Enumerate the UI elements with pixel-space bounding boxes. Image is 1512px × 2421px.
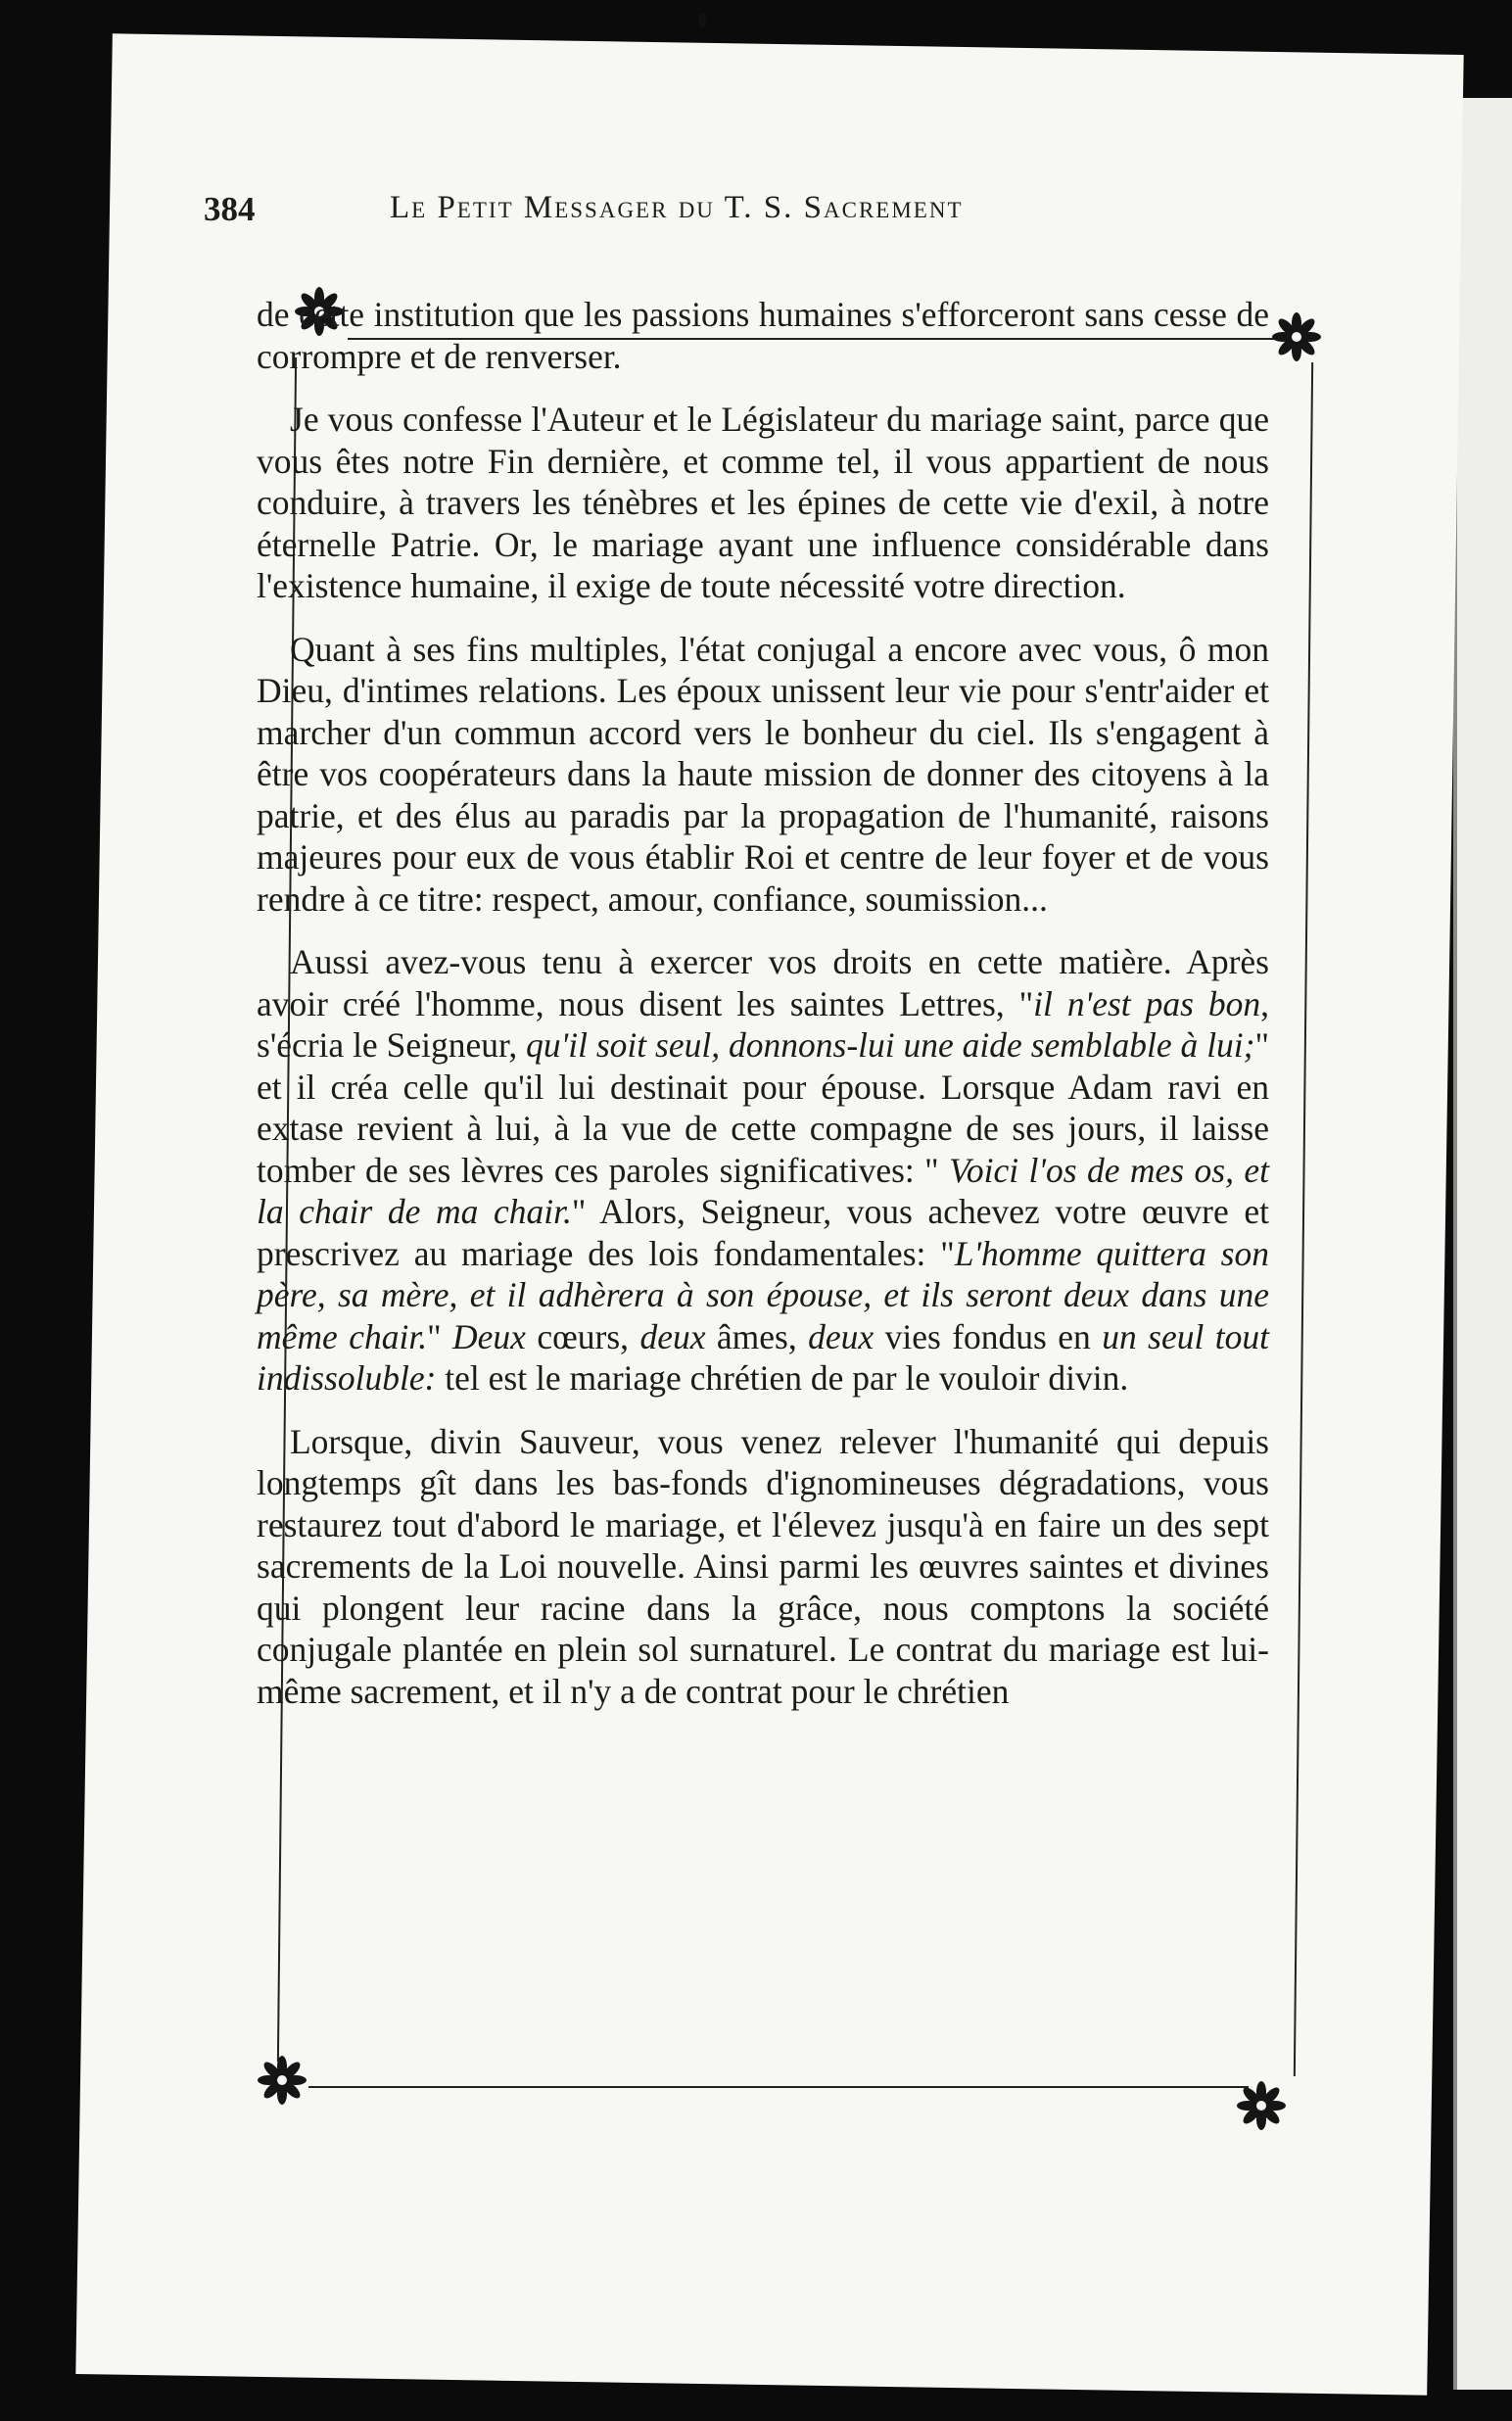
page-number: 384 <box>204 190 256 228</box>
italic-word: deux <box>639 1316 706 1356</box>
text-run: Aussi avez-vous tenu à exercer vos droits en cette matière. Après avoir créé l'homme, nous disent les saintes Lettres, " <box>257 942 1269 1023</box>
italic-word: Deux <box>452 1316 526 1356</box>
text-run: âmes, <box>705 1316 809 1356</box>
italic-quote: il n'est pas bon <box>1033 983 1261 1023</box>
italic-quote: L'homme quittera son père, sa mère, et il adhèrera à son épouse, et ils seront deux dans une même chair. <box>257 1233 1269 1356</box>
running-head <box>204 184 1320 243</box>
paragraph-5: Lorsque, divin Sauveur, vous venez relever l'humanité qui depuis longtemps gît dans les bas-fonds d'ignomineuses dégradations, vous restaurez tout d'abord le mariage, et l'élevez jusqu'à en faire un des sept sacrements de la Loi nouvelle. Ainsi parmi les œuvres saintes et divines qui plongent leur racine dans la grâce, nous comptons la société conjugale plantée en plein sol surnaturel. Le contrat du mariage est lui-même sacrement, et il n'y a de contrat pour le chrétien <box>257 1421 1269 1711</box>
italic-quote: Voici l'os de mes os, et la chair de ma chair. <box>257 1150 1269 1231</box>
text-run: tel est le mariage chrétien de par le vouloir divin. <box>436 1358 1129 1398</box>
italic-quote: qu'il soit seul, donnons-lui une aide semblable à lui; <box>526 1025 1255 1065</box>
paragraph-2: Je vous confesse l'Auteur et le Législateur du mariage saint, parce que vous êtes notre Fin dernière, et comme tel, il vous appartient de nous conduire, à travers les ténèbres et les épines de cette vie d'exil, à notre éternelle Patrie. Or, le mariage ayant une influence considérable dans l'existence humaine, il exige de toute nécessité votre direction. <box>257 400 1269 605</box>
italic-phrase: un seul tout indissoluble: <box>257 1316 1269 1398</box>
journal-title: Le Petit Messager du T. S. Sacrement <box>390 190 964 225</box>
text-run: " Alors, Seigneur, vous achevez votre œuvre et prescrivez au mariage des lois fondamentales: " <box>257 1192 1269 1273</box>
scan-speck <box>698 14 706 27</box>
text-run: , s'écria le Seigneur, <box>257 983 1269 1065</box>
paragraph-3: Quant à ses fins multiples, l'état conjugal a encore avec vous, ô mon Dieu, d'intimes relations. Les époux unissent leur vie pour s'entr'aider et marcher d'un commun accord vers le bonheur du ciel. Ils s'engagent à être vos coopérateurs dans la haute mission de donner des citoyens à la patrie, et des élus au paradis par la propagation de l'humanité, raisons majeures pour eux de vous établir Roi et centre de leur foyer et de vous rendre à ce titre: respect, amour, confiance, soumission... <box>257 629 1269 919</box>
asterisk-flower-icon <box>1271 311 1322 362</box>
bottom-rule <box>308 2086 1249 2088</box>
asterisk-flower-icon <box>1236 2080 1287 2131</box>
text-run: vies fondus en <box>874 1316 1103 1356</box>
paragraph-1: de cette institution que les passions humaines s'efforceront sans cesse de corrompre et de renverser. <box>257 295 1269 376</box>
text-run: cœurs, <box>525 1316 640 1356</box>
asterisk-flower-icon <box>257 2055 307 2106</box>
body-text <box>257 294 1269 2027</box>
italic-word: deux <box>808 1316 874 1356</box>
text-run: " <box>427 1316 453 1356</box>
text-run: " et il créa celle qu'il lui destinait pour épouse. Lorsque Adam ravi en extase revient à lui, à la vue de cette compagne de ses jours, il laisse tomber de ses lèvres ces paroles significatives: " <box>257 1025 1269 1190</box>
paragraph-4 <box>257 941 1269 1400</box>
adjacent-page-edge <box>1453 98 1512 2390</box>
